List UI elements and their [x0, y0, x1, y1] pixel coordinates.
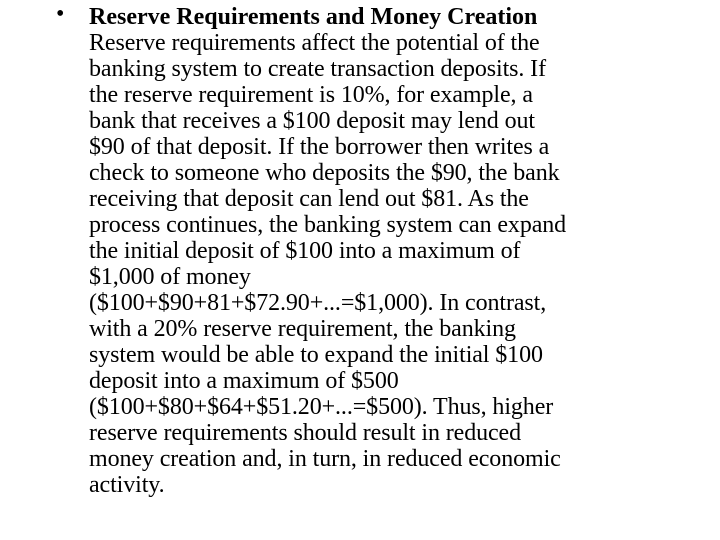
body-line: activity. [89, 472, 165, 498]
body-text [89, 30, 566, 498]
body-line: ($100+$90+81+$72.90+...=$1,000). In contrast, [89, 290, 547, 316]
body-line: check to someone who deposits the $90, the bank [89, 160, 560, 186]
body-line: $1,000 of money [89, 264, 251, 290]
body-line: the initial deposit of $100 into a maximum of [89, 238, 521, 264]
body-line: bank that receives a $100 deposit may lend out [89, 108, 535, 134]
body-line: $90 of that deposit. If the borrower then writes a [89, 134, 550, 160]
body-line: with a 20% reserve requirement, the banking [89, 316, 516, 342]
body-line: banking system to create transaction deposits. If [89, 56, 546, 82]
bullet-icon: • [56, 1, 65, 27]
body-line: deposit into a maximum of $500 [89, 368, 399, 394]
body-line: receiving that deposit can lend out $81. As the [89, 186, 529, 212]
body-line: system would be able to expand the initial $100 [89, 342, 543, 368]
bullet-heading: Reserve Requirements and Money Creation [89, 4, 538, 30]
body-line: the reserve requirement is 10%, for example, a [89, 82, 533, 108]
body-line: ($100+$80+$64+$51.20+...=$500). Thus, higher [89, 394, 554, 420]
body-line: reserve requirements should result in reduced [89, 420, 522, 446]
body-line: process continues, the banking system can expand [89, 212, 567, 238]
body-line: Reserve requirements affect the potential of the [89, 30, 540, 56]
body-line: money creation and, in turn, in reduced economic [89, 446, 561, 472]
